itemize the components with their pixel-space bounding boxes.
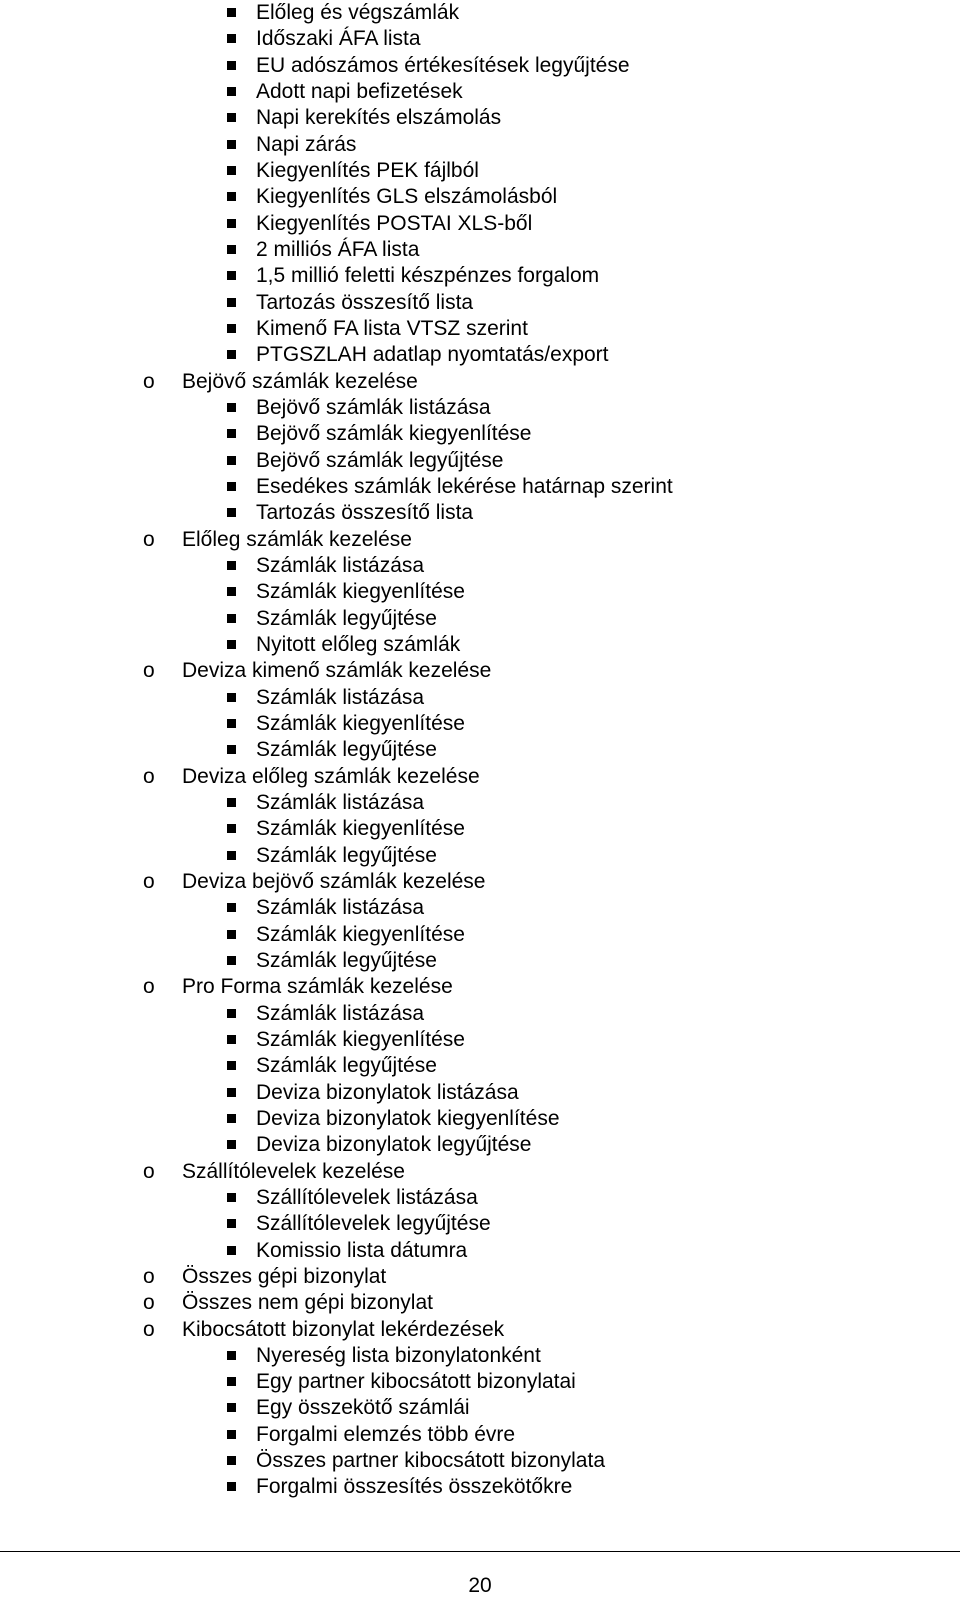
outline-item-label: Számlák legyűjtése [256,606,437,630]
outline-heading-item [143,869,486,895]
square-bullet-icon [227,693,236,702]
outline-item-label: Számlák listázása [256,790,425,814]
outline-sub-item [256,158,479,184]
outline-sub-item [256,1238,467,1264]
outline-sub-item [256,1448,605,1474]
square-bullet-icon [227,903,236,912]
outline-item-label: Kiegyenlítés PEK fájlból [256,158,479,182]
outline-item-label: Esedékes számlák lekérése határnap szerint [256,474,673,498]
outline-item-label: Kiegyenlítés GLS elszámolásból [256,185,558,209]
outline-item-label: Deviza előleg számlák kezelése [182,764,480,788]
outline-item-label: Szállítólevelek kezelése [182,1159,405,1183]
square-bullet-icon [227,1061,236,1070]
outline-heading-item [143,369,418,395]
outline-item-label: EU adószámos értékesítések legyűjtése [256,53,630,77]
square-bullet-icon [227,930,236,939]
square-bullet-icon [227,1430,236,1439]
outline-sub-item [256,237,419,263]
square-bullet-icon [227,271,236,280]
outline-item-label: Adott napi befizetések [256,79,463,103]
outline-item-label: Napi zárás [256,132,357,156]
square-bullet-icon [227,1482,236,1491]
square-bullet-icon [227,1377,236,1386]
square-bullet-icon [227,1088,236,1097]
circle-bullet-marker: o [143,527,155,551]
outline-heading-item [143,1290,433,1316]
outline-item-label: Összes partner kibocsátott bizonylata [256,1449,606,1473]
outline-sub-item [256,948,437,974]
outline-sub-item [256,474,673,500]
outline-sub-item [256,632,460,658]
square-bullet-icon [227,192,236,201]
outline-item-label: Számlák legyűjtése [256,1054,437,1078]
square-bullet-icon [227,1114,236,1123]
outline-item-label: Számlák kiegyenlítése [256,580,465,604]
outline-item-label: Számlák listázása [256,1001,425,1025]
outline-sub-item [256,132,356,158]
outline-item-label: Deviza bizonylatok legyűjtése [256,1133,532,1157]
square-bullet-icon [227,640,236,649]
outline-item-label: Nyitott előleg számlák [256,632,461,656]
outline-item-label: Számlák kiegyenlítése [256,711,465,735]
outline-item-label: Kibocsátott bizonylat lekérdezések [182,1317,505,1341]
outline-heading-item [143,1317,505,1343]
square-bullet-icon [227,429,236,438]
circle-bullet-marker: o [143,1317,155,1341]
outline-sub-item [256,711,465,737]
square-bullet-icon [227,1219,236,1228]
outline-sub-item [256,316,528,342]
square-bullet-icon [227,745,236,754]
outline-item-label: Számlák kiegyenlítése [256,922,465,946]
outline-item-label: Komissio lista dátumra [256,1238,468,1262]
square-bullet-icon [227,1009,236,1018]
square-bullet-icon [227,482,236,491]
outline-sub-item [256,26,421,52]
square-bullet-icon [227,614,236,623]
outline-sub-item [256,395,491,421]
outline-heading-item [143,658,492,684]
circle-bullet-marker: o [143,975,155,999]
outline-item-label: Nyereség lista bizonylatonként [256,1343,541,1367]
outline-item-label: Egy partner kibocsátott bizonylatai [256,1370,576,1394]
outline-item-label: Napi kerekítés elszámolás [256,106,502,130]
outline-item-label: Forgalmi összesítés összekötőkre [256,1475,573,1499]
outline-sub-item [256,579,465,605]
outline-item-label: Számlák listázása [256,685,425,709]
outline-sub-item [256,1369,576,1395]
outline-sub-item [256,1132,531,1158]
outline-item-label: Számlák legyűjtése [256,948,437,972]
outline-item-label: Tartozás összesítő lista [256,290,474,314]
outline-sub-item [256,421,531,447]
square-bullet-icon [227,1140,236,1149]
circle-bullet-marker: o [143,1159,155,1183]
outline-item-label: Bejövő számlák listázása [256,395,491,419]
square-bullet-icon [227,824,236,833]
outline-item-label: Kiegyenlítés POSTAI XLS-ből [256,211,533,235]
square-bullet-icon [227,956,236,965]
outline-sub-item [256,685,424,711]
square-bullet-icon [227,34,236,43]
outline-sub-item [256,263,599,289]
square-bullet-icon [227,1351,236,1360]
outline-sub-item [256,606,437,632]
outline-item-label: Szállítólevelek legyűjtése [256,1212,491,1236]
outline-heading-item [143,527,412,553]
outline-item-label: Előleg számlák kezelése [182,527,412,551]
outline-sub-item [256,895,424,921]
outline-sub-item [256,211,532,237]
outline-item-label: Szállítólevelek listázása [256,1185,478,1209]
outline-sub-item [256,0,459,26]
outline-heading-item [143,974,453,1000]
circle-bullet-marker: o [143,869,155,893]
square-bullet-icon [227,8,236,17]
outline-item-label: Bejövő számlák legyűjtése [256,448,504,472]
outline-item-label: 1,5 millió feletti készpénzes forgalom [256,264,600,288]
square-bullet-icon [227,1403,236,1412]
square-bullet-icon [227,587,236,596]
square-bullet-icon [227,798,236,807]
outline-item-label: PTGSZLAH adatlap nyomtatás/export [256,343,609,367]
outline-item-label: Deviza kimenő számlák kezelése [182,659,492,683]
outline-sub-item [256,1027,465,1053]
circle-bullet-marker: o [143,659,155,683]
outline-sub-item [256,184,557,210]
square-bullet-icon [227,1246,236,1255]
outline-item-label: Deviza bizonylatok listázása [256,1080,519,1104]
square-bullet-icon [227,1456,236,1465]
outline-item-label: 2 milliós ÁFA lista [256,237,420,261]
outline-item-label: Pro Forma számlák kezelése [182,975,453,999]
outline-item-label: Számlák legyűjtése [256,738,437,762]
outline-item-label: Időszaki ÁFA lista [256,27,421,51]
circle-bullet-marker: o [143,1264,155,1288]
outline-item-label: Számlák listázása [256,896,425,920]
square-bullet-icon [227,508,236,517]
outline-sub-item [256,816,465,842]
outline-sub-item [256,1474,572,1500]
outline-sub-item [256,448,503,474]
circle-bullet-marker: o [143,1291,155,1315]
square-bullet-icon [227,166,236,175]
outline-sub-item [256,53,630,79]
outline-sub-item [256,500,473,526]
outline-item-label: Számlák listázása [256,553,425,577]
outline-heading-item [143,1264,387,1290]
outline-item-label: Deviza bejövő számlák kezelése [182,869,486,893]
square-bullet-icon [227,87,236,96]
outline-heading-item [143,764,480,790]
outline-item-label: Összes nem gépi bizonylat [182,1291,433,1315]
square-bullet-icon [227,113,236,122]
outline-item-label: Számlák kiegyenlítése [256,817,465,841]
square-bullet-icon [227,403,236,412]
square-bullet-icon [227,1035,236,1044]
outline-sub-item [256,843,437,869]
outline-sub-item [256,1211,491,1237]
square-bullet-icon [227,219,236,228]
outline-item-label: Előleg és végszámlák [256,1,460,24]
outline-sub-item [256,1106,560,1132]
square-bullet-icon [227,61,236,70]
footer-divider [0,1551,960,1552]
outline-item-label: Bejövő számlák kiegyenlítése [256,422,532,446]
outline-sub-item [256,1001,424,1027]
outline-sub-item [256,290,473,316]
outline-sub-item [256,790,424,816]
outline-sub-item [256,1053,437,1079]
outline-sub-item [256,1185,478,1211]
outline-item-label: Bejövő számlák kezelése [182,369,418,393]
circle-bullet-marker: o [143,369,155,393]
outline-item-label: Számlák legyűjtése [256,843,437,867]
outline-item-label: Számlák kiegyenlítése [256,1027,465,1051]
circle-bullet-marker: o [143,764,155,788]
outline-sub-item [256,737,437,763]
square-bullet-icon [227,851,236,860]
outline-sub-item [256,1080,519,1106]
outline-sub-item [256,1422,515,1448]
outline-sub-item [256,342,609,368]
outline-item-label: Összes gépi bizonylat [182,1264,387,1288]
square-bullet-icon [227,719,236,728]
square-bullet-icon [227,140,236,149]
outline-item-label: Forgalmi elemzés több évre [256,1422,516,1446]
outline-sub-item [256,553,424,579]
outline-sub-item [256,1343,541,1369]
outline-sub-item [256,105,501,131]
outline-sub-item [256,1395,470,1421]
square-bullet-icon [227,298,236,307]
page-number: 20 [468,1574,492,1597]
square-bullet-icon [227,245,236,254]
square-bullet-icon [227,456,236,465]
square-bullet-icon [227,324,236,333]
outline-item-label: Tartozás összesítő lista [256,501,474,525]
outline-heading-item [143,1159,405,1185]
outline-item-label: Deviza bizonylatok kiegyenlítése [256,1106,560,1130]
square-bullet-icon [227,1193,236,1202]
outline-sub-item [256,922,465,948]
square-bullet-icon [227,561,236,570]
outline-sub-item [256,79,463,105]
square-bullet-icon [227,350,236,359]
outline-item-label: Kimenő FA lista VTSZ szerint [256,316,528,340]
outline-item-label: Egy összekötő számlái [256,1396,470,1420]
